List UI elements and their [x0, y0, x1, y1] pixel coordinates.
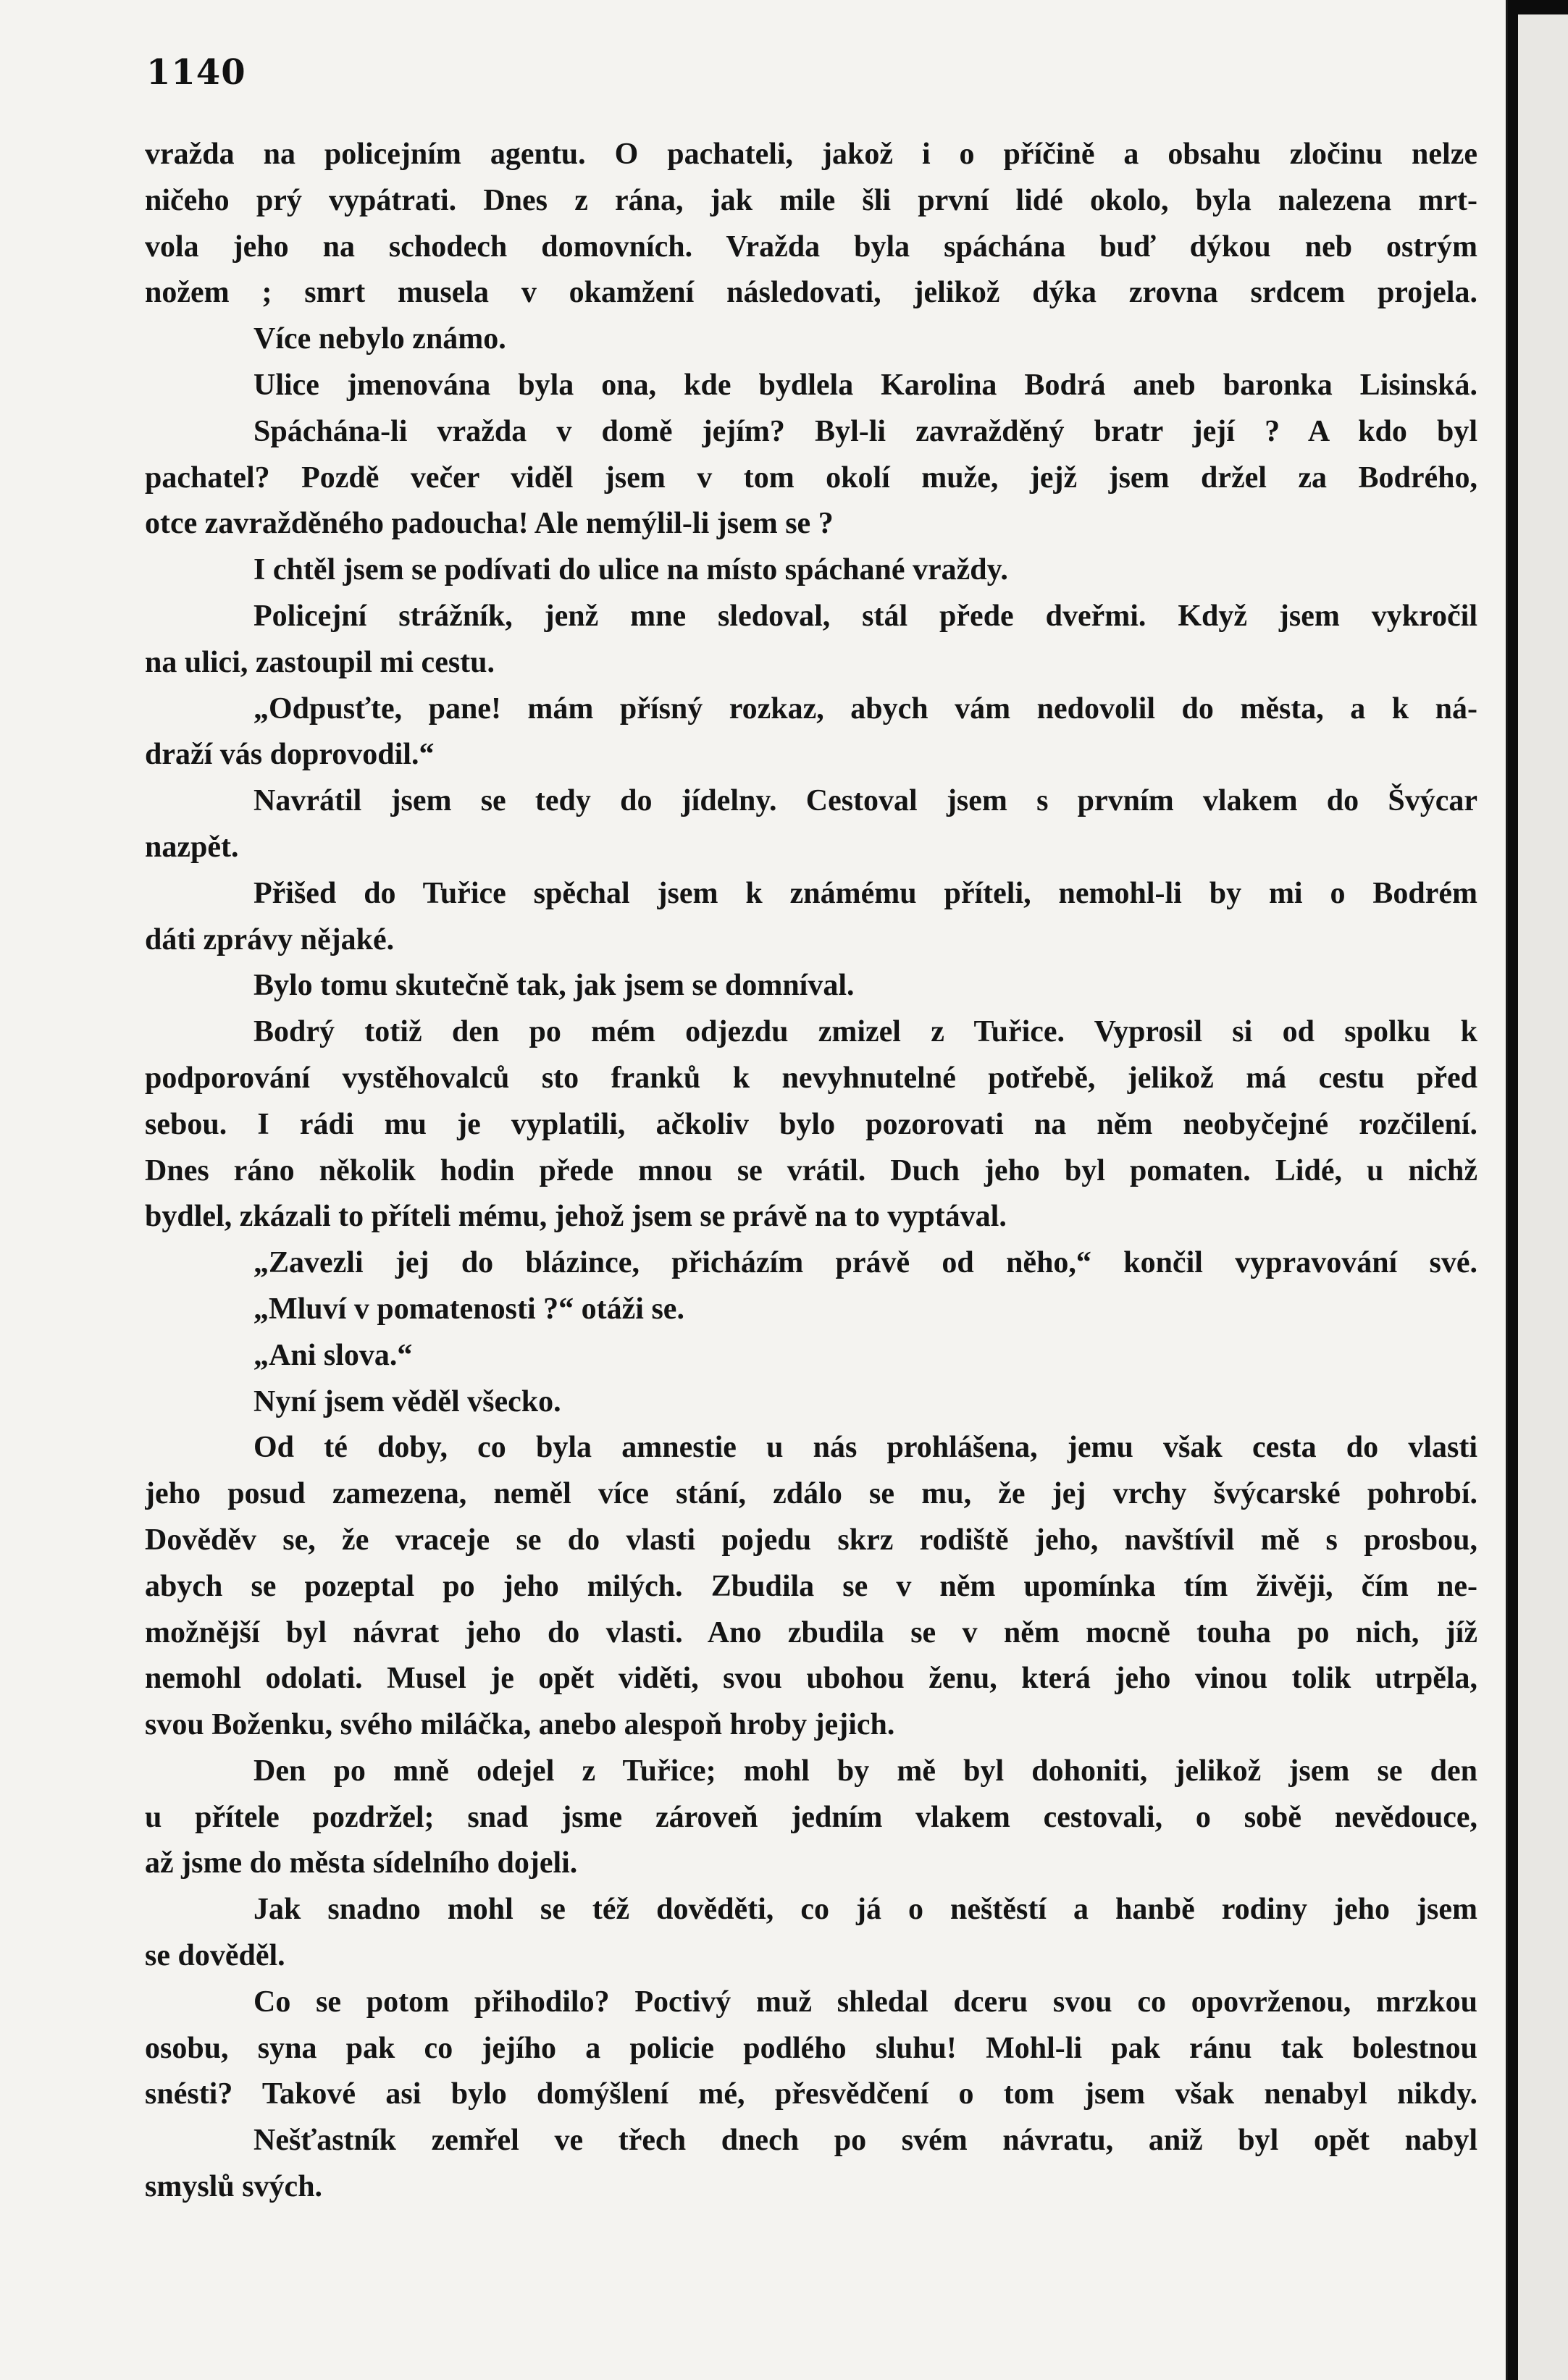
- text-line: otce zavražděného padoucha! Ale nemýlil-li jsem se ?: [145, 507, 834, 541]
- text-line: vola jeho na schodech domovních. Vražda byla spáchána buď dýkou neb ostrým: [145, 230, 1477, 264]
- text-line: Jak snadno mohl se též dověděti, co já o neštěstí a hanbě rodiny jeho jsem: [253, 1893, 1477, 1927]
- text-line: Dověděv se, že vraceje se do vlasti pojedu skrz rodiště jeho, navštívil mě s prosbou,: [145, 1523, 1477, 1557]
- text-line: Bodrý totiž den po mém odjezdu zmizel z Tuřice. Vyprosil si od spolku k: [253, 1015, 1477, 1049]
- text-line: Navrátil jsem se tedy do jídelny. Cestoval jsem s prvním vlakem do Švýcar: [253, 784, 1477, 818]
- text-line: vražda na policejním agentu. O pachateli, jakož i o příčině a obsahu zločinu nelze: [145, 138, 1477, 171]
- text-line: Policejní strážník, jenž mne sledoval, stál přede dveřmi. Když jsem vykročil: [253, 599, 1477, 633]
- text-line: ničeho prý vypátrati. Dnes z rána, jak mile šli první lidé okolo, byla nalezena mrt-: [145, 183, 1477, 217]
- text-line: Nyní jsem věděl všecko.: [253, 1384, 561, 1418]
- adjacent-page-edge: [1518, 14, 1568, 2380]
- body-text: [145, 132, 1477, 2211]
- text-line: „Odpusťte, pane! mám přísný rozkaz, abych vám nedovolil do města, a k ná-: [253, 691, 1477, 726]
- text-line: „Ani slova.“: [253, 1338, 413, 1372]
- text-line: osobu, syna pak co jejího a policie podlého sluhu! Mohl-li pak ránu tak bolestnou: [145, 2031, 1477, 2065]
- text-line: smyslů svých.: [145, 2170, 323, 2204]
- text-line: bydlel, zkázali to příteli mému, jehož jsem se právě na to vyptával.: [145, 1200, 1007, 1234]
- text-line: u přítele pozdržel; snad jsme zároveň jedním vlakem cestovali, o sobě nevědouce,: [145, 1800, 1477, 1834]
- text-line: Den po mně odejel z Tuřice; mohl by mě byl dohoniti, jelikož jsem se den: [253, 1754, 1477, 1788]
- text-line: podporování vystěhovalců sto franků k nevyhnutelné potřebě, jelikož má cestu před: [145, 1061, 1477, 1095]
- text-line: nazpět.: [145, 830, 239, 864]
- text-line: svou Boženku, svého miláčka, anebo alespoň hroby jejich.: [145, 1708, 895, 1742]
- text-line: Dnes ráno několik hodin přede mnou se vrátil. Duch jeho byl pomaten. Lidé, u nichž: [145, 1153, 1477, 1187]
- text-line: Co se potom přihodilo? Poctivý muž shledal dceru svou co opovrženou, mrzkou: [253, 1985, 1477, 2019]
- text-line: snésti? Takové asi bylo domýšlení mé, přesvědčení o tom jsem však nenabyl nikdy.: [145, 2077, 1477, 2111]
- text-line: Přišed do Tuřice spěchal jsem k známému příteli, nemohl-li by mi o Bodrém: [253, 876, 1477, 910]
- text-line: nožem ; smrt musela v okamžení následovati, jelikož dýka zrovna srdcem projela.: [145, 276, 1477, 310]
- text-line: nemohl odolati. Musel je opět viděti, svou ubohou ženu, která jeho vinou tolik utrpěla,: [145, 1662, 1477, 1696]
- text-line: Nešťastník zemřel ve třech dnech po svém návratu, aniž byl opět nabyl: [253, 2124, 1477, 2158]
- text-line: jeho posud zamezena, neměl více stání, zdálo se mu, že jej vrchy švýcarské pohrobí.: [145, 1477, 1477, 1511]
- text-line: pachatel? Pozdě večer viděl jsem v tom okolí muže, jejž jsem držel za Bodrého,: [145, 461, 1477, 495]
- page-number: 1140: [146, 52, 246, 93]
- text-line: možnější byl návrat jeho do vlasti. Ano zbudila se v něm mocně touha po nich, jíž: [145, 1615, 1477, 1649]
- text-line: sebou. I rádi mu je vyplatili, ačkoliv bylo pozorovati na něm neobyčejné rozčilení.: [145, 1107, 1477, 1141]
- text-line: Ulice jmenována byla ona, kde bydlela Karolina Bodrá aneb baronka Lisinská.: [253, 368, 1477, 402]
- text-line: se dověděl.: [145, 1939, 285, 1973]
- text-line: abych se pozeptal po jeho milých. Zbudila se v něm upomínka tím živěji, čím ne-: [145, 1569, 1477, 1603]
- text-line: dáti zprávy nějaké.: [145, 922, 395, 956]
- text-line: na ulici, zastoupil mi cestu.: [145, 645, 495, 679]
- text-line: I chtěl jsem se podívati do ulice na místo spáchané vraždy.: [253, 553, 1008, 587]
- text-line: až jsme do města sídelního dojeli.: [145, 1846, 578, 1880]
- text-line: Spáchána-li vražda v domě jejím? Byl-li zavražděný bratr její ? A kdo byl: [253, 414, 1477, 448]
- text-line: draží vás doprovodil.“: [145, 738, 435, 772]
- text-line: „Zavezli jej do blázince, přicházím právě od něho,“ končil vypravování své.: [253, 1246, 1477, 1280]
- text-line: Od té doby, co byla amnestie u nás prohlášena, jemu však cesta do vlasti: [253, 1431, 1477, 1465]
- text-line: „Mluví v pomatenosti ?“ otáži se.: [253, 1292, 684, 1326]
- text-line: Bylo tomu skutečně tak, jak jsem se domníval.: [253, 969, 855, 1003]
- text-line: Více nebylo známo.: [253, 322, 506, 356]
